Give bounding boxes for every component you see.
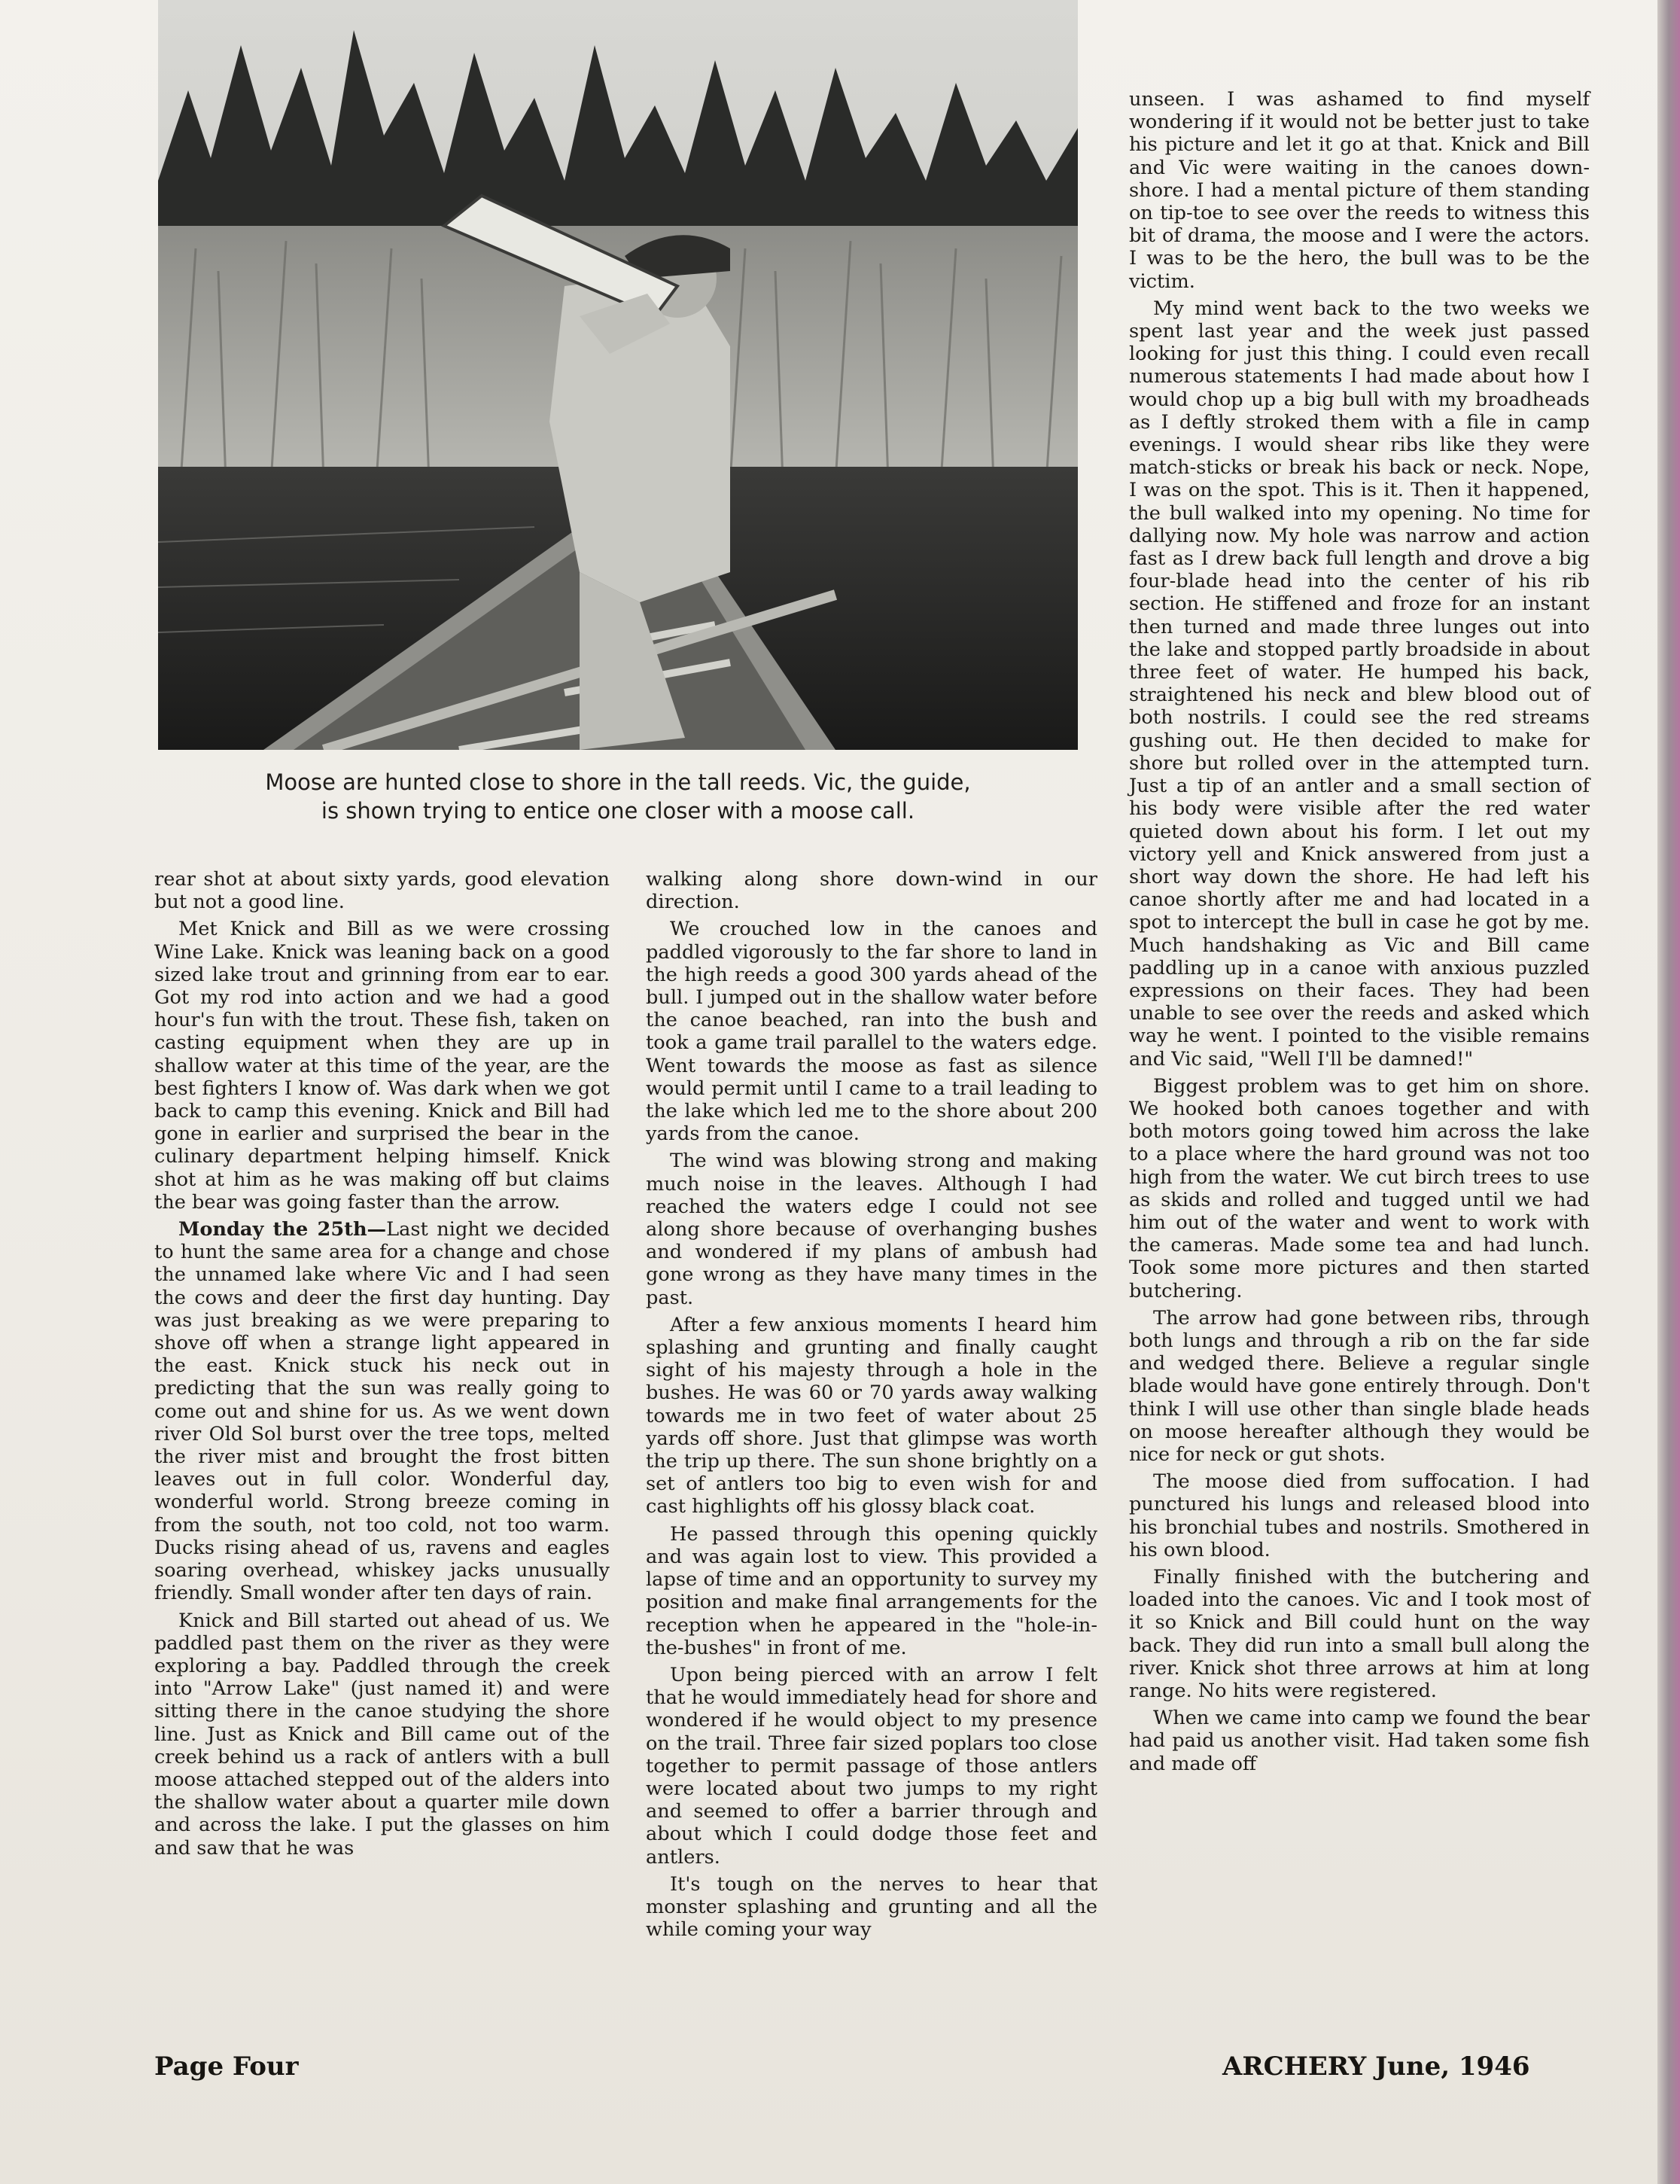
paragraph: The wind was blowing strong and making much noise in the leaves. Although I had reached the waters edge I could not see along shore because of overhanging bushes and wondered if my plans of ambush had gone wrong as they have many times in the past. bbox=[646, 1150, 1097, 1309]
magazine-issue: ARCHERY June, 1946 bbox=[1222, 2051, 1530, 2082]
paragraph: rear shot at about sixty yards, good elevation but not a good line. bbox=[154, 868, 610, 914]
paragraph: Upon being pierced with an arrow I felt that he would immediately head for shore and wondered if he would object to my presence on the trail. Three fair sized poplars too close together to permit passage of those antlers were located about two jumps to my right and seemed to offer a barrier through and about which I could dodge those feet and antlers. bbox=[646, 1663, 1097, 1869]
caption-line-1: Moose are hunted close to shore in the tall reeds. Vic, the guide, bbox=[265, 769, 971, 795]
paragraph: Finally finished with the butchering and loaded into the canoes. Vic and I took most of it so Knick and Bill could hunt on the way back. They did run into a small bull along the river. Knick shot three arrows at him at long range. No hits were registered. bbox=[1129, 1566, 1590, 1703]
paragraph: Biggest problem was to get him on shore. We hooked both canoes together and with both motors going towed him across the lake to a place where the hard ground was not too high from the water. We cut birch trees to use as skids and rolled and tugged until we had him out of the water and went to work with the cameras. Made some tea and had lunch. Took some more pictures and then started butchering. bbox=[1129, 1074, 1590, 1302]
article-column-2 bbox=[646, 868, 1097, 1945]
caption-line-2: is shown trying to entice one closer with a moose call. bbox=[321, 798, 915, 824]
moose-call-photo bbox=[158, 0, 1078, 750]
page-number: Page Four bbox=[154, 2051, 299, 2082]
moose-call-photo-icon bbox=[158, 0, 1078, 750]
paragraph: The moose died from suffocation. I had punctured his lungs and released blood into his bronchial tubes and nostrils. Smothered in his own blood. bbox=[1129, 1470, 1590, 1561]
paragraph: Met Knick and Bill as we were crossing Wine Lake. Knick was leaning back on a good sized lake trout and grinning from ear to ear. Got my rod into action and we had a good hour's fun with the trout. These fish, taken on casting equipment when they are up in shallow water at this time of the year, are the best fighters I know of. Was dark when we got back to camp this evening. Knick and Bill had gone in earlier and surprised the bear in the culinary department helping himself. Knick shot at him as he was making off but claims the bear was going faster than the arrow. bbox=[154, 918, 610, 1214]
paragraph bbox=[154, 1218, 610, 1604]
paragraph: walking along shore down-wind in our direction. bbox=[646, 868, 1097, 914]
paragraph: After a few anxious moments I heard him splashing and grunting and finally caught sight of his majesty through a hole in the bushes. He was 60 or 70 yards away walking towards me in two feet of water about 25 yards off shore. Just that glimpse was worth the trip up there. The sun shone brightly on a set of antlers too big to even wish for and cast highlights off his glossy black coat. bbox=[646, 1313, 1097, 1518]
date-heading: Monday the 25th— bbox=[178, 1218, 387, 1241]
paragraph: Knick and Bill started out ahead of us. We paddled past them on the river as they were exploring a bay. Paddled through the creek into "Arrow Lake" (just named it) and were sitting there in the canoe studying the shore line. Just as Knick and Bill came out of the creek behind us a rack of antlers with a bull moose attached stepped out of the alders into the shallow water about a quarter mile down and across the lake. I put the glasses on him and saw that he was bbox=[154, 1609, 610, 1860]
paragraph: He passed through this opening quickly and was again lost to view. This provided a lapse of time and an opportunity to survey my position and make final arrangements for the reception when he appeared in the "hole-in-the-bushes" in front of me. bbox=[646, 1522, 1097, 1659]
paragraph-body: Last night we decided to hunt the same area for a change and chose the unnamed lake where Vic and I had seen the cows and deer the first day hunting. Day was just breaking as we were preparing to shove off when a strange light appeared in the east. Knick stuck his neck out in predicting that the sun was really going to come out and shine for us. As we went down river Old Sol burst over the tree tops, melted the river mist and brought the frost bitten leaves out in full color. Wonderful day, wonderful world. Strong breeze coming in from the south, not too cold, not too warm. Ducks rising ahead of us, ravens and eagles soaring overhead, whiskey jacks unusually friendly. Small wonder after ten days of rain. bbox=[154, 1218, 610, 1605]
page-edge bbox=[1657, 0, 1680, 2184]
paragraph: My mind went back to the two weeks we spent last year and the week just passed looking for just this thing. I could even recall numerous statements I had made about how I would chop up a big bull with my broadheads as I deftly stroked them with a file in camp evenings. I would shear ribs like they were match-sticks or break his back or neck. Nope, I was on the spot. This is it. Then it happened, the bull walked into my opening. No time for dallying now. My hole was narrow and action fast as I drew back full length and drove a big four-blade head into the center of his rib section. He stiffened and froze for an instant then turned and made three lunges out into the lake and stopped partly broadside in about three feet of water. He humped his back, straightened his neck and blew blood out of both nostrils. I could see the red streams gushing out. He then decided to make for shore but rolled over in the attempted turn. Just a tip of an antler and a small section of his body were visible after the red water quieted down about his form. I let out my victory yell and Knick answered from just a short way down the shore. He had left his canoe shortly after me and had located in a spot to intercept the bull in case he got by me. Much handshaking as Vic and Bill came paddling up in a canoe with anxious puzzled expressions on their faces. They had been unable to see over the reeds and asked which way he went. I pointed to the visible remains and Vic said, "Well I'll be damned!" bbox=[1129, 297, 1590, 1071]
paragraph: It's tough on the nerves to hear that monster splashing and grunting and all the while coming your way bbox=[646, 1872, 1097, 1942]
photo-caption bbox=[158, 768, 1078, 825]
paragraph: When we came into camp we found the bear had paid us another visit. Had taken some fish and made off bbox=[1129, 1707, 1590, 1775]
article-column-3 bbox=[1129, 88, 1590, 1780]
paragraph: unseen. I was ashamed to find myself wondering if it would not be better just to take his picture and let it go at that. Knick and Bill and Vic were waiting in the canoes down-shore. I had a mental picture of them standing on tip-toe to see over the reeds to witness this bit of drama, the moose and I were the actors. I was to be the hero, the bull was to be the victim. bbox=[1129, 88, 1590, 293]
article-column-1 bbox=[154, 868, 610, 1864]
paragraph: We crouched low in the canoes and paddled vigorously to the far shore to land in the high reeds a good 300 yards ahead of the bull. I jumped out in the shallow water before the canoe beached, ran into the bush and took a game trail parallel to the waters edge. Went towards the moose as fast as silence would permit until I came to a trail leading to the lake which led me to the shore about 200 yards from the canoe. bbox=[646, 918, 1097, 1146]
paragraph: The arrow had gone between ribs, through both lungs and through a rib on the far side and wedged there. Believe a regular single blade would have gone entirely through. Don't think I will use other than single blade heads on moose hereafter although they would be nice for neck or gut shots. bbox=[1129, 1306, 1590, 1466]
